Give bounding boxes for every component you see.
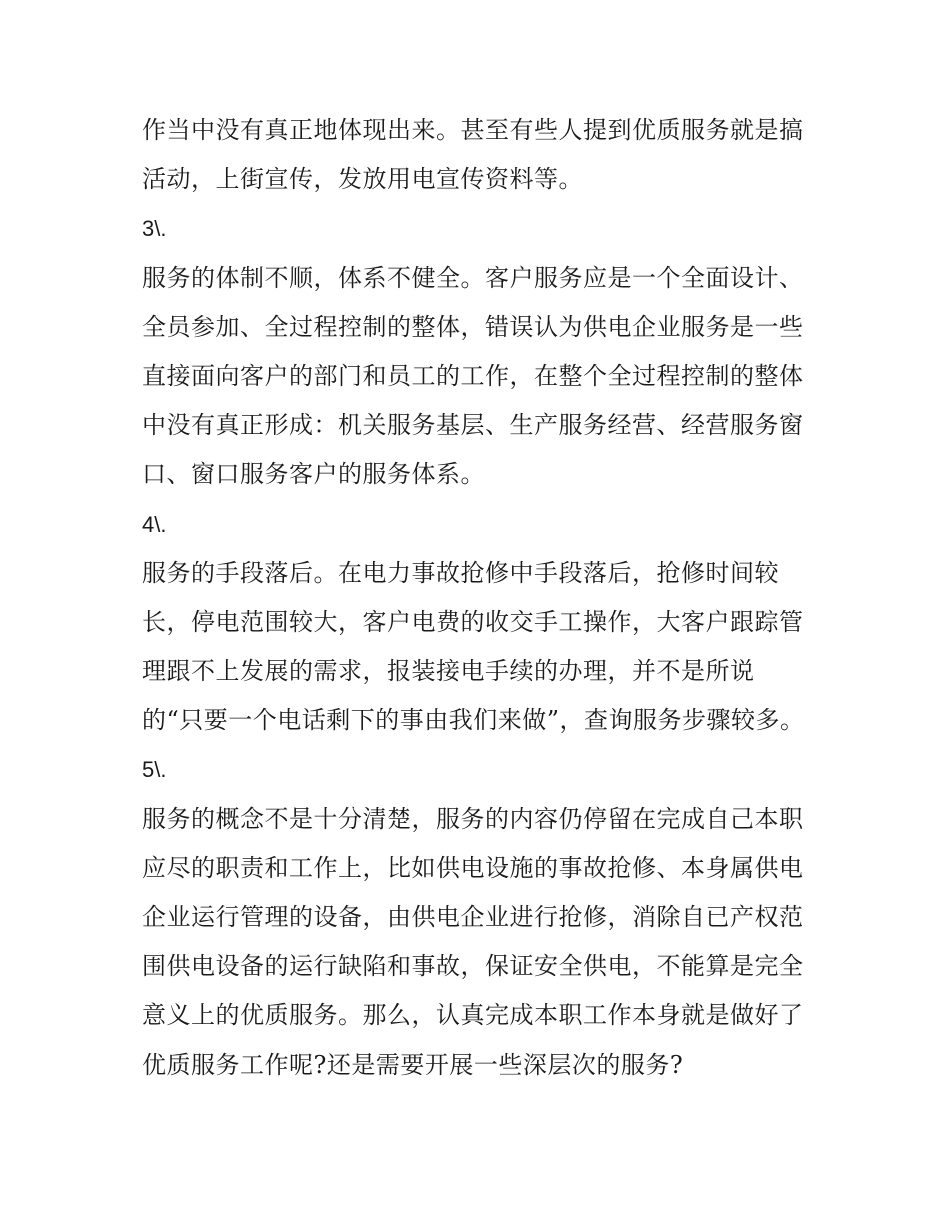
body-text — [142, 106, 822, 1090]
text-line: 中没有真正形成：机关服务基层、生产服务经营、经营服务窗 — [142, 411, 804, 440]
text-line: 全员参加、全过程控制的整体，错误认为供电企业服务是一些 — [142, 312, 804, 341]
section-number: 3\. — [142, 216, 167, 242]
text-line: 企业运行管理的设备，由供电企业进行抢修，消除自已产权范 — [142, 903, 804, 931]
text-line: 服务的体制不顺，体系不健全。客户服务应是一个全面设计、 — [142, 263, 804, 292]
text-line: 应尽的职责和工作上，比如供电设施的事故抢修、本身属供电 — [142, 853, 804, 882]
text-line: 理跟不上发展的需求，报装接电手续的办理，并不是所说 — [142, 657, 755, 686]
section-number: 4\. — [142, 511, 167, 537]
text-line: 的“只要一个电话剩下的事由我们来做”，查询服务步骤较多。 — [142, 706, 805, 735]
text-line: 作当中没有真正地体现出来。甚至有些人提到优质服务就是搞 — [142, 116, 804, 144]
text-line: 服务的概念不是十分清楚，服务的内容仍停留在完成自己本职 — [142, 804, 804, 833]
text-line: 服务的手段落后。在电力事故抢修中手段落后，抢修时间较 — [142, 558, 779, 587]
text-line: 活动，上街宣传，发放用电宣传资料等。 — [142, 165, 583, 194]
text-line: 意义上的优质服务。那么，认真完成本职工作本身就是做好了 — [142, 1001, 804, 1030]
text-line: 长，停电范围较大，客户电费的收交手工操作，大客户跟踪管 — [142, 607, 804, 636]
text-line: 围供电设备的运行缺陷和事故，保证安全供电，不能算是完全 — [142, 952, 804, 981]
section-number: 5\. — [142, 757, 167, 783]
text-line: 直接面向客户的部门和员工的工作，在整个全过程控制的整体 — [142, 361, 804, 390]
text-line: 优质服务工作呢?还是需要开展一些深层次的服务? — [142, 1050, 684, 1079]
text-line: 口、窗口服务客户的服务体系。 — [142, 460, 485, 489]
